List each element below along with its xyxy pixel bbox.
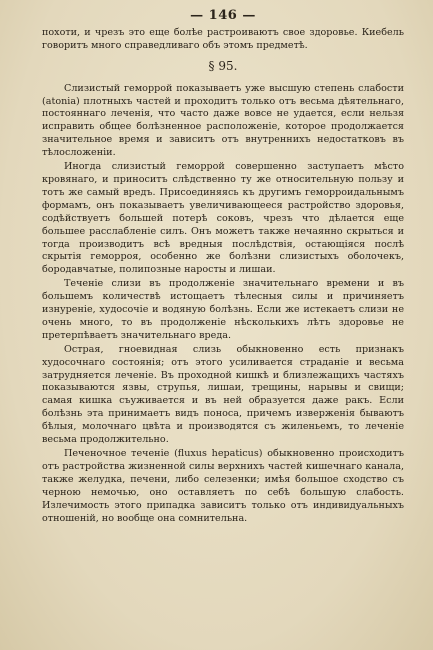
page-number: — 146 — bbox=[190, 8, 256, 23]
page-content bbox=[42, 10, 404, 525]
paragraph: Острая, гноевидная слизь обыкновенно есть признакъ худосочнаго состоянія; отъ этого усиливается страданіе и весьма затрудняется леченіе. Въ проходной кишкѣ и близлежащихъ частяхъ показываются язвы, струпья, лишаи, трещины, нарывы и свищи; самая кишка съуживается и въ ней образуется даже ракъ. Если болѣзнь эта принимаетъ видъ поноса, причемъ изверженія бываютъ бѣлыя, молочнаго цвѣта и производятся съ жиленьемъ, то леченіе весьма продолжительно. bbox=[42, 343, 404, 446]
section-heading: § 95. bbox=[208, 58, 238, 73]
paragraph: Печеночное теченіе (fluxus hepaticus) обыкновенно происходитъ отъ растройства жизненной силы верхнихъ частей кишечнаго канала, также желудка, печени, либо селезенки; имѣя большое сходство съ черною немочью, оно оставляетъ по себѣ большую слабость. Излечимость этого припадка зависитъ только отъ индивидуальныхъ отношеній, но вообще она сомнительна. bbox=[42, 448, 404, 524]
paragraph: Иногда слизистый геморрой совершенно заступаетъ мѣсто кровянаго, и приноситъ слѣдственно ту же относительную пользу и тотъ же самый вредъ. Присоединяясь къ другимъ геморроидальнымъ формамъ, онъ показываетъ увеличивающееся растройство здоровья, содѣйствуетъ большей потерѣ соковъ, чрезъ что дѣлается еще большее расслабленіе силъ. Онъ можетъ также нечаянно скрыться и тогда производитъ всѣ вредныя послѣдствія, остающіяся послѣ скрытія геморроя, особенно же болѣзни слизистыхъ оболочекъ, бородавчатые, полипозные наросты и лишаи. bbox=[42, 161, 404, 276]
paragraph: Теченіе слизи въ продолженіе значительнаго времени и въ большемъ количествѣ истощаетъ тѣлесныя силы и причиняетъ изнуреніе, худосочіе и водяную болѣзнь. Если же истекаетъ слизи не очень много, то въ продолженіе нѣсколькихъ лѣтъ здоровье не претерпѣваетъ значительнаго вреда. bbox=[42, 278, 404, 341]
paragraph-continuation: похоти, и чрезъ это еще болѣе растроиваютъ свое здоровье. Киебель говоритъ много справедливаго объ этомъ предметѣ. bbox=[42, 26, 404, 51]
paragraph: Слизистый геморрой показываетъ уже высшую степень слабости (atonia) плотныхъ частей и проходитъ только отъ весьма дѣятельнаго, постояннаго леченія, что часто даже вовсе не удается, если нельзя исправить общее болѣзненное расположеніе, которое продолжается значительное время и зависитъ отъ внутреннихъ недостатковъ въ тѣлосложеніи. bbox=[42, 82, 404, 159]
